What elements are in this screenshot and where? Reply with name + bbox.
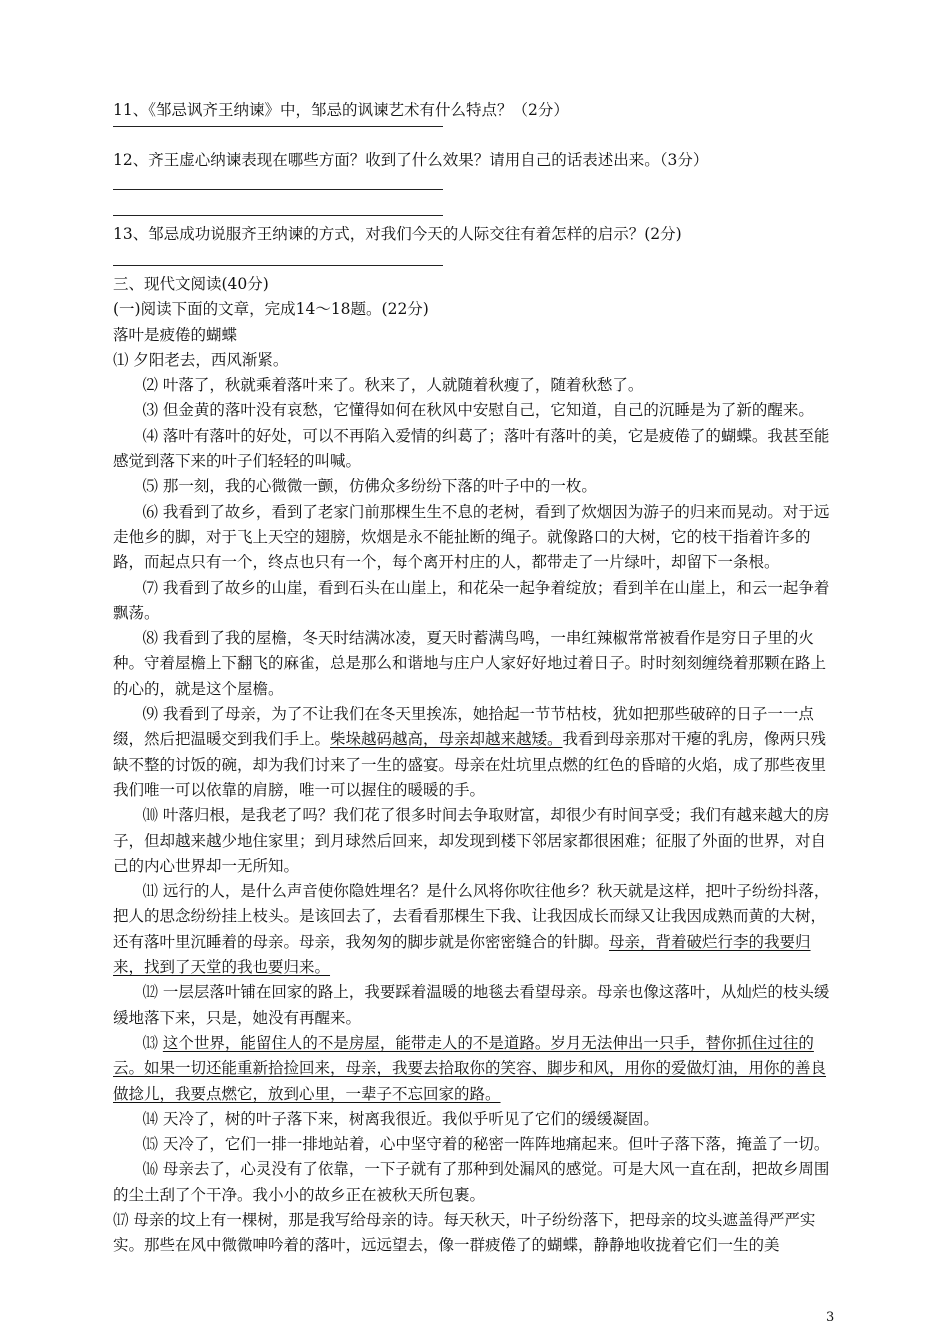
underlined-sentence: 母亲，背着破烂行李的我要归来，找到了天堂的我也要归来。: [113, 932, 811, 977]
paragraph-13: [113, 1031, 840, 1107]
paragraph-7: ⑺ 我看到了故乡的山崖，看到石头在山崖上，和花朵一起争着绽放；看到羊在山崖上，和云一起争着飘荡。: [113, 578, 830, 622]
answer-line[interactable]: [113, 126, 443, 127]
paragraph-16: ⒃ 母亲去了，心灵没有了依靠，一下子就有了那种到处漏风的感觉。可是大风一直在刮，把故乡周围的尘土刮了个干净。我小小的故乡正在被秋天所包裹。: [113, 1160, 830, 1204]
answer-line[interactable]: [113, 265, 443, 266]
paragraph-8: ⑻ 我看到了我的屋檐，冬天时结满冰凌，夏天时蓄满鸟鸣，一串红辣椒常常被看作是穷日子里的火种。守着屋檐上下翻飞的麻雀，总是那么和谐地与庄户人家好好地过着日子。时时刻刻缠绕着那颗在路上的心的，就是这个屋檐。: [113, 629, 827, 698]
paragraph-13-number: ⒀: [142, 1033, 163, 1052]
paragraph-4: ⑷ 落叶有落叶的好处，可以不再陷入爱情的纠葛了；落叶有落叶的美，它是疲倦了的蝴蝶。我甚至能感觉到落下来的叶子们轻轻的叫喊。: [113, 426, 830, 471]
paragraph-9: [113, 702, 840, 803]
paragraph-10: ⑽ 叶落归根，是我老了吗？我们花了很多时间去争取财富，却很少有时间享受；我们有越来越大的房子，但却越来越少地住家里；到月球然后回来，却发现到楼下邻居家都很困难；征服了外面的世界，对自己的内心世界却一无所知。: [113, 806, 830, 875]
paragraph-11: [113, 879, 840, 980]
paragraph-9-text: ⑼ 我看到了母亲，为了不让我们在冬天里挨冻，她拾起一节节枯枝，犹如把那些破碎的日子一一点缀，然后把温暖交到我们手上。: [113, 705, 814, 749]
paragraph-14: ⒁ 天冷了，树的叶子落下来，树离我很近。我似乎听见了它们的缓缓凝固。: [142, 1109, 659, 1128]
answer-line[interactable]: [113, 189, 443, 190]
section-subheading: (一)阅读下面的文章，完成14～18题。(22分): [113, 300, 429, 319]
article-title: 落叶是疲倦的蝴蝶: [113, 325, 238, 344]
answer-line[interactable]: [113, 215, 443, 216]
paragraph-1: ⑴ 夕阳老去，西风渐紧。: [113, 350, 289, 369]
paragraph-3: ⑶ 但金黄的落叶没有哀愁，它懂得如何在秋风中安慰自己，它知道，自己的沉睡是为了新的醒来。: [142, 401, 814, 420]
question-13: 13、邹忌成功说服齐王纳谏的方式，对我们今天的人际交往有着怎样的启示？(2分): [113, 225, 682, 243]
section-heading: 三、现代文阅读(40分): [113, 275, 269, 293]
underlined-sentence: 柴垛越码越高，母亲却越来越矮。: [330, 730, 563, 749]
paragraph-9-text-cont: 我看到母亲那对干瘪的乳房，像两只残缺不整的讨饭的碗，却为我们讨来了一生的盛宴。母亲在灶坑里点燃的红色的昏暗的火焰，成了那些夜里我们唯一可以依靠的肩膀，唯一可以握住的暖暖的手。: [113, 730, 827, 799]
question-11: 11、《邹忌讽齐王纳谏》中，邹忌的讽谏艺术有什么特点？（2分）: [113, 101, 569, 119]
paragraph-11-text: ⑾ 远行的人，是什么声音使你隐姓埋名？是什么风将你吹往他乡？秋天就是这样，把叶子纷纷抖落，把人的思念纷纷挂上枝头。是该回去了，去看看那棵生下我、让我因成长而绿又让我因成熟而黄的大树，还有落叶里沉睡着的母亲。母亲，我匆匆的脚步就是你密密缝合的针脚。: [113, 882, 830, 951]
paragraph-6: ⑹ 我看到了故乡，看到了老家门前那棵生生不息的老树，看到了炊烟因为游子的归来而晃动。对于远走他乡的脚，对于飞上天空的翅膀，炊烟是永不能扯断的绳子。就像路口的大树，它的枝干指着许多的路，而起点只有一个，终点也只有一个，每个离开村庄的人，都带走了一片绿叶，却留下一条根。: [113, 502, 830, 572]
paragraph-12: ⑿ 一层层落叶铺在回家的路上，我要踩着温暖的地毯去看望母亲。母亲也像这落叶，从灿烂的枝头缓缓地落下来，只是，她没有再醒来。: [113, 983, 830, 1027]
paragraph-17: ⒄ 母亲的坟上有一棵树，那是我写给母亲的诗。每天秋天，叶子纷纷落下，把母亲的坟头遮盖得严严实实。那些在风中微微呻吟着的落叶，远远望去，像一群疲倦了的蝴蝶，静静地收拢着它们一生的美: [113, 1210, 816, 1255]
underlined-sentence: 这个世界，能留住人的不是房屋，能带走人的不是道路。岁月无法伸出一只手，替你抓住过往的云。如果一切还能重新拾捡回来，母亲，我要去拾取你的笑容、脚步和风，用你的爱做灯油，用你的善良做捻儿，我要点燃它，放到心里，一辈子不忘回家的路。: [113, 1033, 827, 1103]
paragraph-5: ⑸ 那一刻，我的心微微一颤，仿佛众多纷纷下落的叶子中的一枚。: [142, 477, 597, 496]
paragraph-2: ⑵ 叶落了，秋就乘着落叶来了。秋来了，人就随着秋瘦了，随着秋愁了。: [142, 376, 644, 395]
question-12: 12、齐王虚心纳谏表现在哪些方面？收到了什么效果？请用自己的话表述出来。（3分）: [113, 151, 709, 169]
page-number: 3: [826, 1310, 835, 1325]
reading-passage: [113, 272, 840, 1259]
paragraph-15: ⒂ 天冷了，它们一排一排地站着，心中坚守着的秘密一阵阵地痛起来。但叶子落下落，掩盖了一切。: [142, 1135, 830, 1154]
